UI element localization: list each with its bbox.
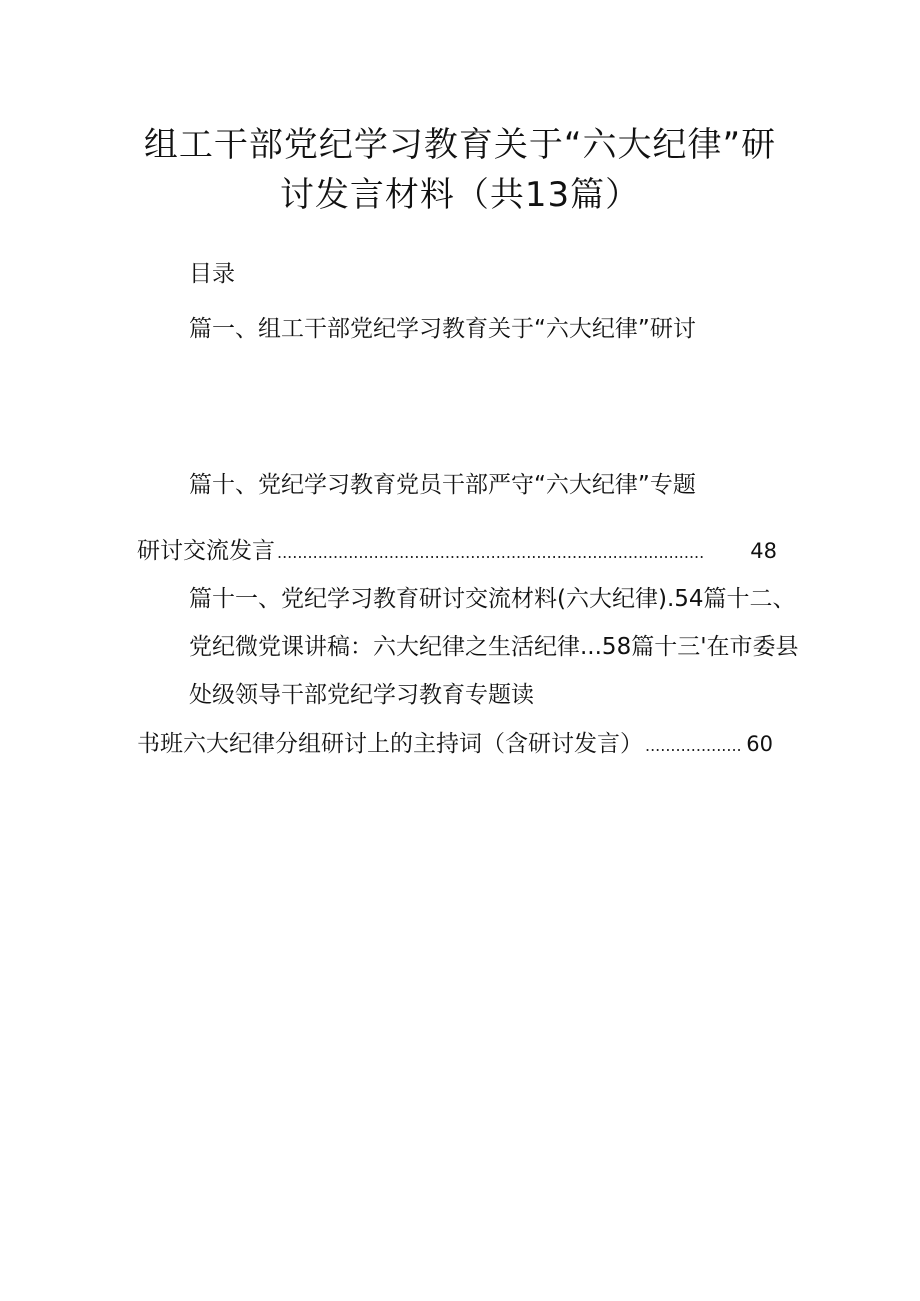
toc-entry-13-text: 书班六大纪律分组研讨上的主持词（含研讨发言） <box>137 731 643 757</box>
document-title-line-2: 讨发言材料（共13篇） <box>279 175 641 215</box>
toc-entry-12[interactable]: 党纪微党课讲稿：六大纪律之生活纪律...58篇十三'在市委县 <box>189 634 799 660</box>
toc-page-number: 60 <box>746 732 773 756</box>
toc-entry-1[interactable]: 篇一、组工干部党纪学习教育关于“六大纪律”研讨 <box>189 316 696 342</box>
toc-entry-13-line-2[interactable] <box>137 733 773 756</box>
toc-page-number: 48 <box>750 539 777 563</box>
toc-leader-dots: .................................................................................... <box>277 545 705 561</box>
toc-entry-10-line-2[interactable] <box>137 540 777 563</box>
toc-leader-dots: ................... <box>645 738 742 754</box>
document-title-line-1: 组工干部党纪学习教育关于“六大纪律”研 <box>143 125 777 165</box>
toc-heading: 目录 <box>189 261 235 287</box>
toc-entry-10-text: 研讨交流发言 <box>137 538 275 564</box>
toc-entry-13-line-1[interactable]: 处级领导干部党纪学习教育专题读 <box>189 682 534 708</box>
toc-entry-10-line-1[interactable]: 篇十、党纪学习教育党员干部严守“六大纪律”专题 <box>189 472 696 498</box>
toc-entry-11[interactable]: 篇十一、党纪学习教育研讨交流材料(六大纪律).54篇十二、 <box>189 586 796 612</box>
